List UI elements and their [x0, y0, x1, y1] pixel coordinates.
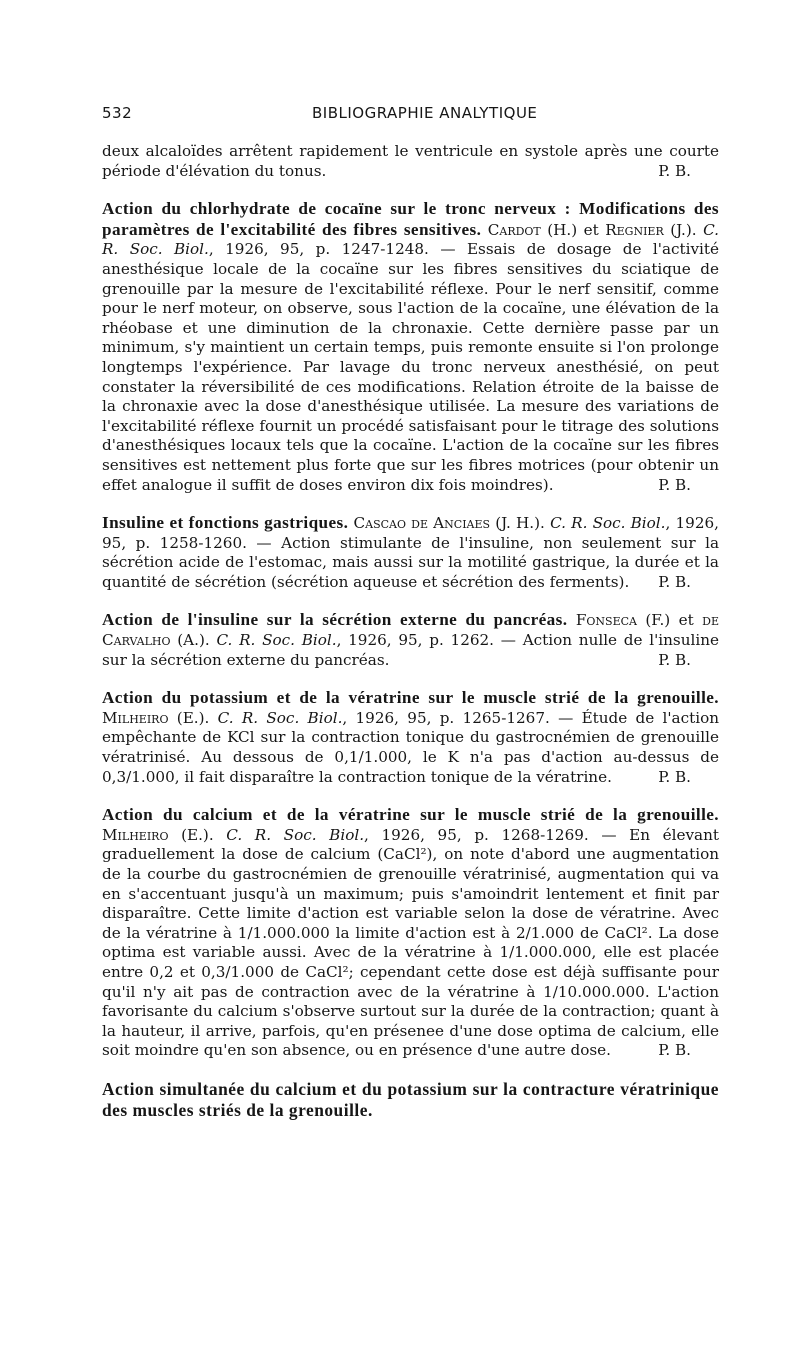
entry-author: Regnier — [605, 220, 664, 239]
entry-journal: C. R. Soc. Biol. — [102, 220, 719, 259]
entry-title: Action du calcium et de la vératrine sur le muscle strié de la grenouille. — [102, 805, 719, 825]
entry-text: Action stimulante de l'insuline, non seulement sur la sécrétion acide de l'estomac, mais aussi sur la motilité gastrique, la durée et la quantité de sécrétion (sécrétion aqueuse et sécrétion des ferments). — [102, 533, 720, 591]
abstract-entry-5 — [102, 805, 719, 1061]
entry-signature: P. B. — [658, 1041, 691, 1060]
entry-text: Étude de l'action empêchante de KCl sur la contraction tonique du gastrocnémien de grenouille vératrinisé. Au dessous de 0,1/1.000, le K n'a pas d'action au-dessus de 0,3/1.000, il fait disparaître la contraction tonique de la vératrine. — [102, 708, 719, 786]
page-number: 532 — [102, 104, 133, 122]
entry-text: En élevant graduellement la dose de calcium (CaCl²), on note d'abord une augmentation de la courbe du gastrocnémien de grenouille vératrinisé, augmentation qui va en s'accentuant jusqu'à un maximum; puis s'amoindrit lentement et finit par disparaître. Cette limite d'action est variable selon la dose de vératrine. Avec de la vératrine à 1/1.000.000 la limite d'action est à 2/1.000 de CaCl². La dose optima est variable aussi. Avec de la vératrine à 1/1.000.000, elle est placée entre 0,2 et 0,3/1.000 de CaCl²; cependant cette dose est déjà suffisante pour qu'il n'y ait pas de contraction avec de la vératrine à 1/10.000.000. L'action favorisante du calcium s'observe surtout sur la durée de la contraction; quant à la hauteur, il arrive, parfois, qu'en présenee d'une dose optima de calcium, elle soit moindre qu'en son absence, ou en présence d'une autre dose. — [102, 825, 719, 1060]
entry-text: Action nulle de l'insuline sur la sécrétion externe du pancréas. — [102, 631, 719, 669]
entry-author-initials: (J.). — [663, 220, 704, 239]
entry-author: Milheiro — [102, 708, 169, 727]
entry-journal: C. R. Soc. Biol. — [217, 708, 343, 727]
page-header — [102, 104, 719, 126]
abstract-entry-1 — [102, 199, 719, 495]
entry-author-initials: (A.). — [170, 631, 217, 650]
entry-signature: P. B. — [658, 767, 691, 786]
final-entry-title: Action simultanée du calcium et du potassium sur la contracture vératrinique des muscles striés de la grenouille. — [102, 1078, 719, 1120]
entry-author-initials: (J. H.). — [490, 514, 551, 533]
entry-author: Cascao de Anciaes — [353, 514, 491, 533]
abstract-entry-4 — [102, 688, 719, 787]
entry-reference: , 1926, 95, p. 1262. — — [336, 631, 523, 650]
entry-title: Action du potassium et de la vératrine sur le muscle strié de la grenouille. — [102, 688, 719, 708]
entry-title: Action du chlorhydrate de cocaïne sur le tronc nerveux : Modifications des paramètres de l'excitabilité des fibres sensitives. — [102, 199, 719, 239]
entry-reference: , 1926, 95, p. 1268-1269. — — [364, 825, 630, 844]
entry-signature: P. B. — [658, 650, 691, 669]
running-title: BIBLIOGRAPHIE ANALYTIQUE — [312, 104, 538, 122]
intro-signature: P. B. — [658, 161, 691, 180]
entry-author-initials: (E.). — [168, 825, 227, 844]
entry-title: Insuline et fonctions gastriques. — [102, 513, 349, 533]
entry-author: Cardot — [487, 220, 541, 239]
entry-author-initials: (H.) et — [540, 220, 606, 239]
entry-journal: C. R. Soc. Biol. — [550, 514, 666, 533]
entry-author: Fonseca — [575, 611, 637, 630]
document-page — [102, 104, 719, 1121]
abstract-entry-3 — [102, 610, 719, 670]
entry-author: de Carvalho — [102, 611, 719, 650]
entry-title: Action de l'insuline sur la sécrétion externe du pancréas. — [102, 610, 568, 630]
entry-journal: C. R. Soc. Biol. — [226, 825, 365, 844]
entry-reference: , 1926, 95, p. 1247-1248. — — [208, 240, 467, 259]
entry-reference: , 1926, 95, p. 1258-1260. — — [102, 514, 719, 552]
entry-signature: P. B. — [658, 475, 691, 494]
entry-reference: , 1926, 95, p. 1265-1267. — — [342, 708, 582, 727]
entry-signature: P. B. — [658, 572, 691, 591]
entry-text: Essais de dosage de l'activité anesthésique locale de la cocaïne sur les fibres sensitives du sciatique de grenouille par la mesure de l'excitabilité réflexe. Pour le nerf sensitif, comme pour le nerf moteur, on observe, sous l'action de la cocaïne, une élévation de la rhéobase et une diminution de la chronaxie. Cette dernière passe par un minimum, s'y maintient un certain temps, puis remonte ensuite si l'on prolonge longtemps l'expérience. Par lavage du tronc nerveux anesthésié, on peut constater la réversibilité de ces modifications. Relation étroite de la baisse de la chronaxie avec la dose d'anesthésique utilisée. La mesure des variations de l'excitabilité réflexe fournit un procédé satisfaisant pour le titrage des solutions d'anesthésiques locaux tels que la cocaïne. L'action de la cocaïne sur les fibres sensitives est nettement plus forte que sur les fibres motrices (pour obtenir un effet analogue il suffit de doses environ dix fois moindres). — [102, 240, 719, 494]
entry-author: Milheiro — [102, 825, 169, 844]
intro-paragraph — [102, 142, 719, 181]
entry-journal: C. R. Soc. Biol. — [216, 631, 337, 650]
abstract-entry-2 — [102, 513, 719, 592]
intro-text: deux alcaloïdes arrêtent rapidement le ventricule en systole après une courte période d'élévation du tonus. — [102, 142, 719, 180]
page-body — [102, 142, 719, 1121]
entry-author-initials: (F.) et — [636, 611, 703, 630]
entry-author-initials: (E.). — [168, 708, 218, 727]
